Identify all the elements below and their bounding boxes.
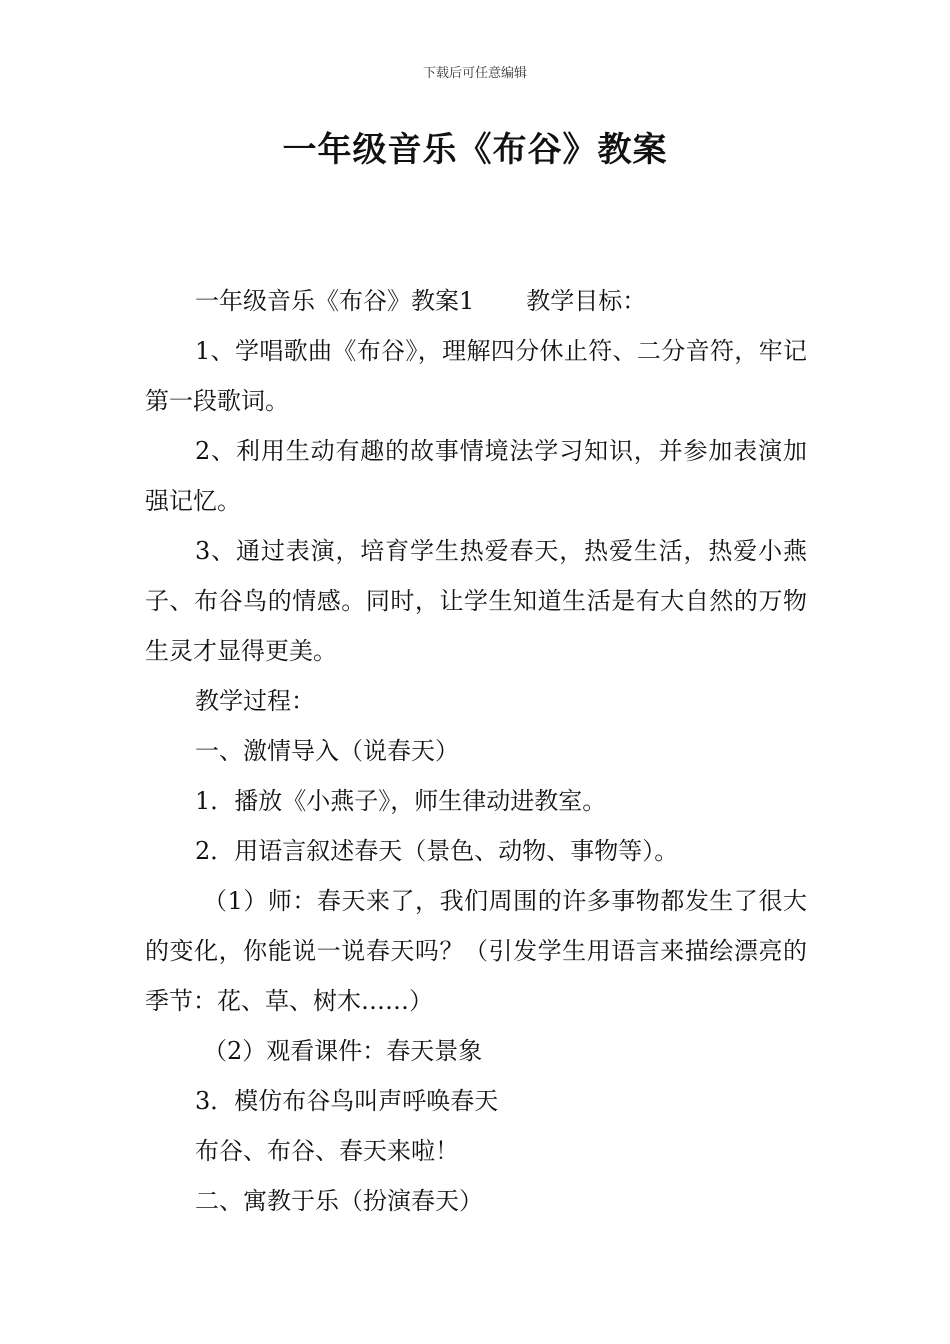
paragraph-substep-2: （2）观看课件：春天景象 (203, 1037, 483, 1065)
paragraph-objective-1: 1、学唱歌曲《布谷》，理解四分休止符、二分音符，牢记第一段歌词。 (145, 337, 807, 415)
paragraph-objective-2: 2、利用生动有趣的故事情境法学习知识，并参加表演加强记忆。 (145, 437, 807, 515)
intro-line (145, 276, 807, 326)
intro-objectives-heading: 教学目标： (526, 287, 647, 315)
intro-lesson-label: 一年级音乐《布谷》教案1 (195, 287, 475, 315)
paragraph-step-2: 2．用语言叙述春天（景色、动物、事物等）。 (195, 837, 679, 865)
paragraph-substep-1: （1）师：春天来了，我们周围的许多事物都发生了很大的变化，你能说一说春天吗？（引发学生用语言来描绘漂亮的季节：花、草、树木……） (145, 887, 807, 1015)
paragraph-section-2-heading: 二、寓教于乐（扮演春天） (195, 1187, 483, 1215)
paragraph-section-1-heading: 一、激情导入（说春天） (195, 737, 459, 765)
page-header-note: 下载后可任意编辑 (422, 66, 527, 81)
paragraph-bird-call: 布谷、布谷、春天来啦！ (195, 1137, 459, 1165)
paragraph-step-3: 3．模仿布谷鸟叫声呼唤春天 (195, 1087, 499, 1115)
document-title: 一年级音乐《布谷》教案 (282, 130, 668, 170)
paragraph-process-heading: 教学过程： (195, 687, 315, 715)
paragraph-step-1: 1．播放《小燕子》，师生律动进教室。 (195, 787, 607, 815)
paragraph-objective-3: 3、通过表演，培育学生热爱春天，热爱生活，热爱小燕子、布谷鸟的情感。同时，让学生知道生活是有大自然的万物生灵才显得更美。 (145, 537, 807, 665)
document-body (145, 276, 807, 1226)
